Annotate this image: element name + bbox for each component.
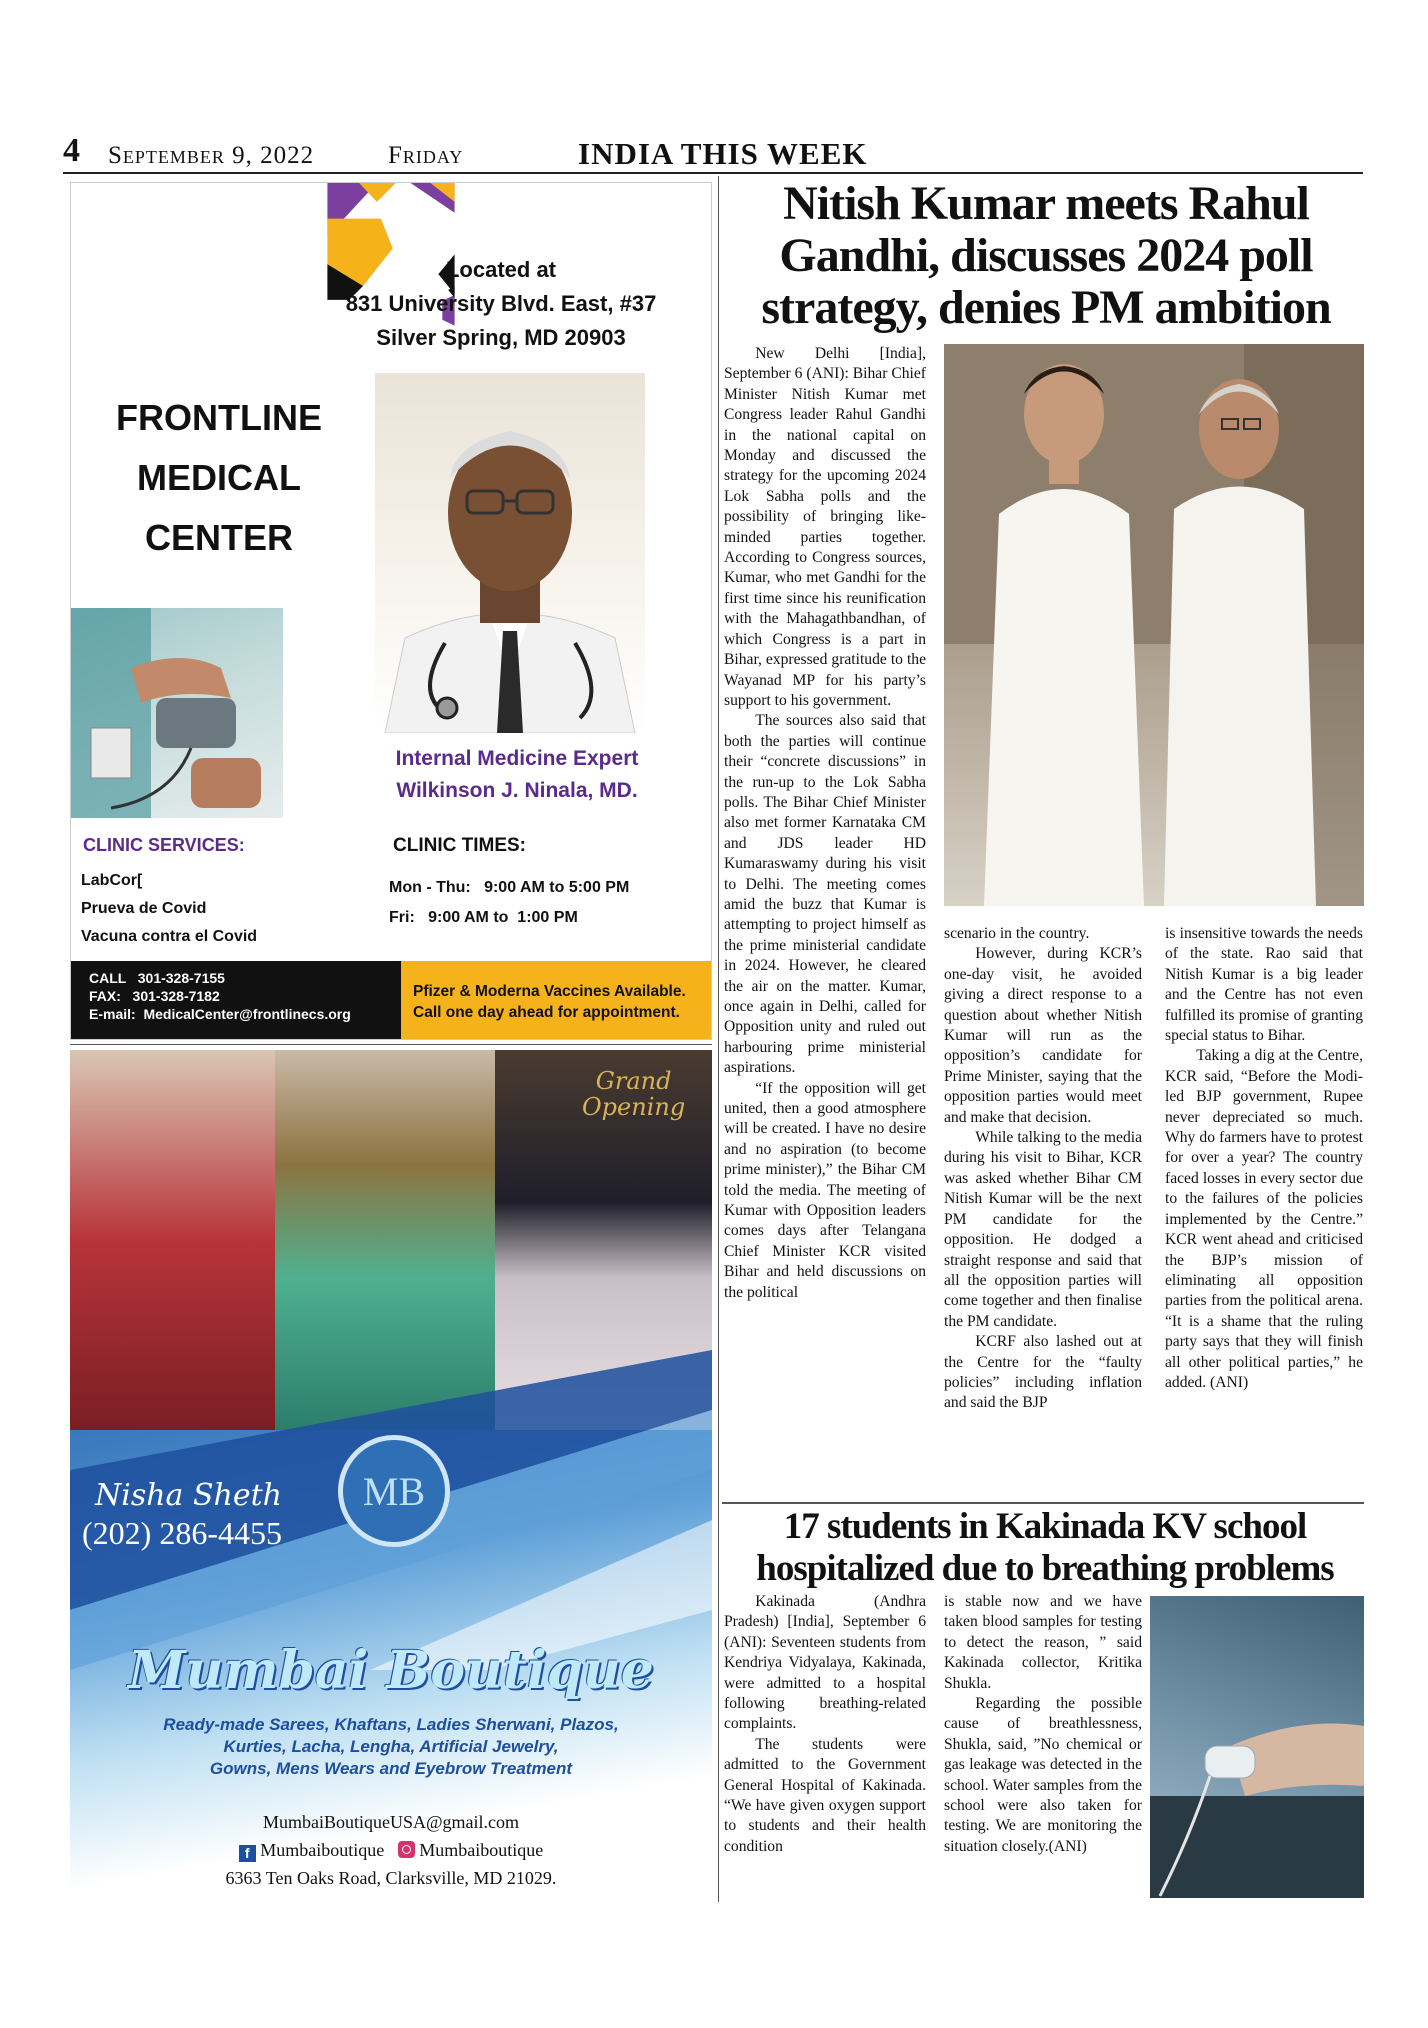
doctor-credentials — [367, 743, 667, 807]
article2-paragraph: The students were admitted to the Government General Hospital of Kakinada. “We have given oxygen support to students and their health condition — [724, 1735, 926, 1855]
article2-column-2 — [944, 1592, 1142, 1857]
mumbai-boutique-ad — [70, 1050, 712, 1902]
article1-paragraph: The sources also said that both the parties will continue their “concrete discussions” in the run-up to the Lok Sabha polls. The Bihar Chief Minister also met former Karnataka CM and JDS leader HD Kumaraswamy during his visit to Delhi. The meeting comes amid the buzz that Kumar is attempting to project himself as the prime ministerial candidate in 2024. However, he cleared the air on the matter. Kumar, once again in Delhi, called for Opposition unity and ruled out harbouring prime ministerial aspirations. — [724, 712, 926, 1077]
times-item: Mon - Thu: 9:00 AM to 5:00 PM — [389, 879, 630, 896]
article2-photo — [1150, 1596, 1364, 1898]
clinic-name-line: MEDICAL — [137, 457, 301, 498]
article2-paragraph: is stable now and we have taken blood samples for testing to detect the reason, ” said Kakinada collector, Kritika Shukla. — [944, 1593, 1142, 1692]
items-line: Ready-made Sarees, Khaftans, Ladies Sherwani, Plazos, — [163, 1715, 619, 1734]
services-heading: CLINIC SERVICES: — [83, 835, 245, 855]
article1-paragraph: KCRF also lashed out at the Centre for the “faulty policies” including inflation and said the BJP — [944, 1333, 1142, 1412]
article-separator — [722, 1502, 1364, 1504]
doctor-title: Internal Medicine Expert — [395, 747, 639, 770]
services-list — [81, 867, 257, 951]
article2-headline: 17 students in Kakinada KV school hospitalized due to breathing problems — [756, 1506, 1334, 1589]
vaccine-line: Pfizer & Moderna Vaccines Available. — [413, 983, 686, 1000]
doctor-photo — [375, 373, 645, 733]
article1-paragraph: “If the opposition will get united, then a good atmosphere will be created. I have no desire and no aspiration (to become prime minister),” the Bihar CM told the media. The meeting of Kumar with Opposition leaders comes days after Telangana Chief Minister KCR visited Bihar and held discussions on the political — [724, 1079, 926, 1301]
publication-name: INDIA THIS WEEK — [578, 136, 868, 171]
article2-paragraph: Regarding the possible cause of breathlessness, Shukla, said, ”No chemical or gas leakage was detected in the school. Water samples from the school were also taken for testing. We are monitoring the situation closely.(ANI) — [944, 1695, 1142, 1855]
instagram-icon — [398, 1841, 415, 1858]
article1-paragraph: While talking to the media during his visit to Bihar, KCR was asked whether Bihar CM Nitish Kumar will be the next PM candidate for the opposition. He dodged a straight response and said that all the opposition parties will come together and then finalise the PM candidate. — [944, 1129, 1142, 1330]
article1-headline: Nitish Kumar meets Rahul Gandhi, discusses 2024 poll strategy, denies PM ambition — [761, 177, 1331, 334]
article1-paragraph: scenario in the country. — [944, 925, 1090, 942]
article1-paragraph: Taking a dig at the Centre, KCR said, “Before the Modi-led BJP government, Rupee never depreciated so much. Why do farmers have to protest for over a year? The country faced losses in every sector due to the failures of the policies implemented by the Centre.” KCR went ahead and criticised the BJP’s mission of eliminating all opposition parties from the political arena. “It is a shame that the ruling party says that they will finish all other political parties,” he added. (ANI) — [1165, 1047, 1363, 1391]
column-divider — [718, 176, 719, 1902]
grand-opening — [582, 1068, 685, 1120]
page-number: 4 — [63, 132, 80, 169]
boutique-social — [70, 1840, 712, 1862]
header-rule — [63, 172, 1363, 174]
article1-column-3 — [1165, 924, 1363, 1393]
vaccine-line: Call one day ahead for appointment. — [413, 1004, 680, 1021]
items-line: Gowns, Mens Wears and Eyebrow Treatment — [209, 1759, 573, 1778]
clinic-name-line: FRONTLINE — [116, 397, 322, 438]
clinic-name-line: CENTER — [144, 517, 293, 558]
location-line: Located at — [445, 257, 557, 282]
issue-day: Friday — [388, 142, 464, 169]
boutique-email: MumbaiBoutiqueUSA@gmail.com — [262, 1812, 520, 1832]
service-item: Vacuna contra el Covid — [81, 928, 258, 945]
frontline-medical-ad — [70, 182, 712, 1040]
boutique-address: 6363 Ten Oaks Road, Clarksville, MD 21029. — [225, 1868, 557, 1888]
instagram-handle: Mumbaiboutique — [419, 1840, 544, 1860]
location-line: Silver Spring, MD 20903 — [376, 325, 626, 350]
location-line: 831 University Blvd. East, #37 — [345, 291, 657, 316]
contact-fax: FAX: 301-328-7182 — [89, 988, 220, 1004]
article1-paragraph: However, during KCR’s one-day visit, he avoided giving a direct response to a question about whether Nitish Kumar will run as the opposition’s candidate for Prime Minister, saying that the opposition parties would meet and make that decision. — [944, 945, 1142, 1126]
article2-column-1 — [724, 1592, 926, 1857]
announcing-label: ANNOUNCING — [126, 341, 312, 371]
boutique-items — [100, 1714, 682, 1780]
boutique-logo: MB — [338, 1435, 450, 1547]
article1-paragraph: is insensitive towards the needs of the state. Rao said that Nitish Kumar is a big leader and the Centre has not even fulfilled its promise of granting special status to Bihar. — [1165, 925, 1363, 1045]
contact-bar — [71, 961, 401, 1039]
service-item: Prueva de Covid — [81, 900, 207, 917]
clinic-name — [109, 388, 329, 568]
times-list — [389, 873, 629, 933]
vaccine-bar — [401, 961, 712, 1039]
article1-column-1 — [724, 344, 926, 1303]
article2-paragraph: Kakinada (Andhra Pradesh) [India], September 6 (ANI): Seventeen students from Kendriya Vidyalaya, Kakinada, were admitted to a hospital following breathing-related complaints. — [724, 1593, 926, 1733]
clinic-location — [341, 253, 661, 355]
issue-date: September 9, 2022 — [108, 142, 315, 169]
article1-photo — [944, 344, 1364, 906]
grand-opening-line: Opening — [582, 1093, 686, 1121]
times-heading: CLINIC TIMES: — [393, 835, 526, 856]
article1-paragraph: New Delhi [India], September 6 (ANI): Bihar Chief Minister Nitish Kumar met Congress leader Rahul Gandhi in the national capital on Monday and discussed the strategy for the upcoming 2024 Lok Sabha polls and the possibility of bringing like-minded parties together. According to Congress sources, Kumar, who met Gandhi for the first time since his reunification with the Mahagathbandhan, of which Congress is a part in Bihar, expressed gratitude to the Wayanad MP for his party’s support to his government. — [724, 345, 926, 709]
doctor-name: Wilkinson J. Ninala, MD. — [396, 779, 638, 802]
times-item: Fri: 9:00 AM to 1:00 PM — [389, 909, 578, 926]
contact-name: Nisha Sheth — [95, 1478, 282, 1513]
contact-phone: CALL 301-328-7155 — [89, 970, 225, 986]
facebook-icon: f — [239, 1845, 256, 1862]
items-line: Kurties, Lacha, Lengha, Artificial Jewelry, — [223, 1737, 559, 1756]
ad-separator — [70, 1044, 712, 1045]
contact-email: E-mail: MedicalCenter@frontlinecs.org — [89, 1006, 351, 1022]
boutique-phone: (202) 286-4455 — [82, 1515, 282, 1551]
facebook-handle: Mumbaiboutique — [260, 1840, 385, 1860]
boutique-title: Mumbai Boutique — [128, 1640, 654, 1701]
page-header — [63, 132, 1363, 172]
blood-pressure-photo — [71, 608, 283, 818]
grand-opening-line: Grand — [595, 1067, 672, 1095]
article1-column-2 — [944, 924, 1142, 1414]
service-item: LabCor[ — [81, 872, 143, 889]
